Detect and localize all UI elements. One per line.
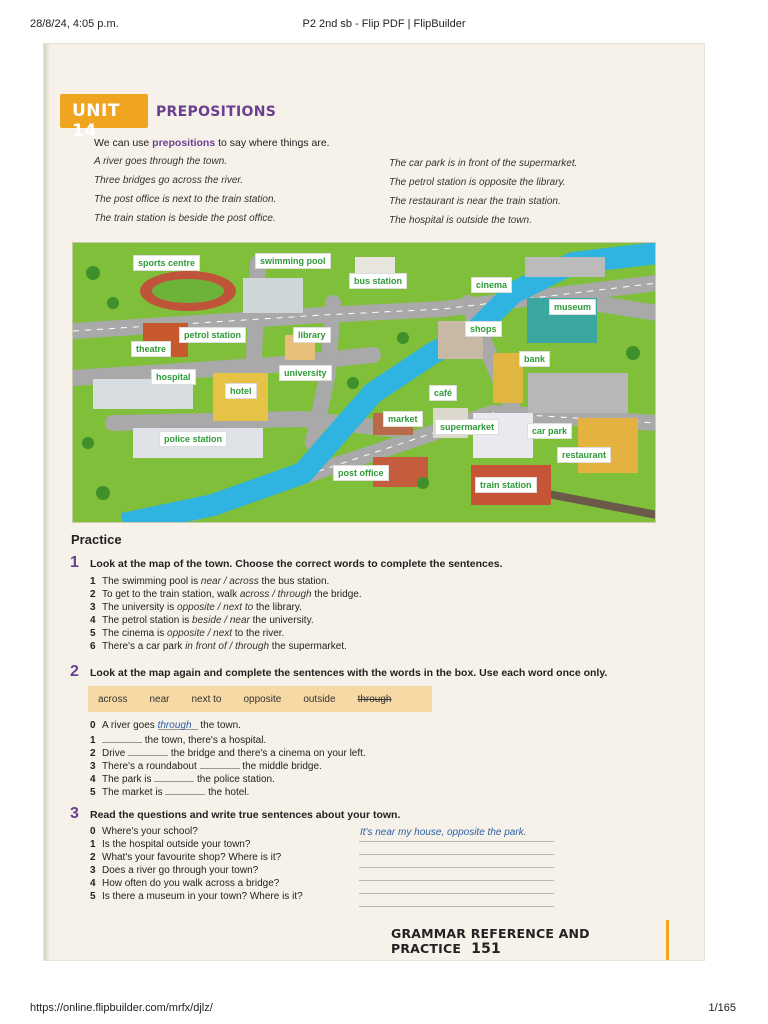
map-label-shops: shops <box>465 321 502 337</box>
example-sentence: A river goes through the town. <box>94 156 228 167</box>
map-label-police-station: police station <box>159 431 227 447</box>
map-label-post-office: post office <box>333 465 389 481</box>
intro-sentence <box>94 137 330 149</box>
footer-section-title: GRAMMAR REFERENCE AND PRACTICE <box>391 926 590 956</box>
unit-title: PREPOSITIONS <box>156 104 277 120</box>
example-sentence: The car park is in front of the supermarket. <box>389 158 578 169</box>
exercise-3-instruction: Read the questions and write true sentences about your town. <box>90 809 401 821</box>
answer-line[interactable] <box>359 893 554 894</box>
answer-line[interactable] <box>359 867 554 868</box>
exercise-1-number: 1 <box>70 554 79 571</box>
exercise-item: 1 The swimming pool is near / across the bus station. <box>90 576 330 587</box>
unit-badge <box>60 94 148 141</box>
example-sentence: Three bridges go across the river. <box>94 175 244 186</box>
intro-keyword: prepositions <box>152 137 216 149</box>
intro-end: to say where things are. <box>215 137 330 149</box>
exercise-1-instruction: Look at the map of the town. Choose the correct words to complete the sentences. <box>90 558 503 570</box>
example-sentence: The petrol station is opposite the library. <box>389 177 566 188</box>
map-label-hotel: hotel <box>225 383 257 399</box>
answer-blank[interactable] <box>200 759 240 769</box>
footer-accent-bar <box>666 920 669 960</box>
word-box-item: across <box>98 693 128 705</box>
word-box-item: outside <box>303 693 336 705</box>
exercise-1-items <box>90 576 362 654</box>
exercise-item: 6 There's a car park in front of / through the supermarket. <box>90 641 347 652</box>
exercise-item: 4 The petrol station is beside / near the university. <box>90 615 314 626</box>
print-footer <box>0 994 768 1024</box>
exercise-item: 5 The cinema is opposite / next to the river. <box>90 628 285 639</box>
page-number: 151 <box>471 941 501 957</box>
answer-blank[interactable] <box>128 746 168 756</box>
answer-blank[interactable]: through <box>158 720 198 730</box>
map-label-theatre: theatre <box>131 341 171 357</box>
map-label-cinema: cinema <box>471 277 512 293</box>
exercise-3-number: 3 <box>70 805 79 822</box>
map-label-petrol-station: petrol station <box>179 327 246 343</box>
examples-left <box>94 156 276 232</box>
map-label-library: library <box>293 327 331 343</box>
map-label-supermarket: supermarket <box>435 419 499 435</box>
map-label-restaurant: restaurant <box>557 447 611 463</box>
intro-text: We can use <box>94 137 153 149</box>
exercise-item: 2 Drive the bridge and there's a cinema on your left. <box>90 748 366 759</box>
print-datetime: 28/8/24, 4:05 p.m. <box>30 18 119 30</box>
exercise-item: 1 the town, there's a hospital. <box>90 735 267 746</box>
question-item: 3 Does a river go through your town? <box>90 865 259 876</box>
exercise-item: 4 The park is the police station. <box>90 774 275 785</box>
word-box-item: opposite <box>243 693 282 705</box>
exercise-item: 0 A river goes through the town. <box>90 720 241 731</box>
exercise-item: 5 The market is the hotel. <box>90 787 250 798</box>
page-edge-shadow <box>44 44 50 960</box>
example-sentence: The post office is next to the train station. <box>94 194 277 205</box>
answer-line[interactable] <box>359 854 554 855</box>
map-label-car-park: car park <box>527 423 572 439</box>
map-label-university: university <box>279 365 332 381</box>
question-item: 2 What's your favourite shop? Where is it? <box>90 852 282 863</box>
answer-blank[interactable] <box>154 772 194 782</box>
example-answer: It's near my house, opposite the park. <box>360 827 527 838</box>
print-url: https://online.flipbuilder.com/mrfx/djlz/ <box>30 1002 213 1014</box>
exercise-2-instruction: Look at the map again and complete the sentences with the words in the box. Use each word once only. <box>90 667 608 679</box>
question-item: 0 Where's your school? <box>90 826 198 837</box>
example-sentence: The train station is beside the post office. <box>94 213 276 224</box>
print-header <box>0 0 768 40</box>
word-box <box>88 686 432 712</box>
answer-line[interactable] <box>359 906 554 907</box>
practice-heading: Practice <box>71 532 122 547</box>
question-item: 1 Is the hospital outside your town? <box>90 839 251 850</box>
exercise-2-items <box>90 720 366 798</box>
word-box-item-used: through <box>357 693 392 705</box>
answer-line[interactable] <box>359 841 554 842</box>
answer-line[interactable] <box>359 880 554 881</box>
map-label-cafe: café <box>429 385 457 401</box>
example-sentence: The hospital is outside the town. <box>389 215 532 226</box>
map-label-bus-station: bus station <box>349 273 407 289</box>
examples-right <box>389 158 577 234</box>
question-item: 5 Is there a museum in your town? Where is it? <box>90 891 303 902</box>
exercise-item: 2 To get to the train station, walk across / through the bridge. <box>90 589 362 600</box>
town-map <box>72 242 656 523</box>
map-label-market: market <box>383 411 423 427</box>
answer-blank[interactable] <box>165 785 205 795</box>
exercise-2-number: 2 <box>70 663 79 680</box>
book-page <box>44 44 704 960</box>
map-label-swimming-pool: swimming pool <box>255 253 331 269</box>
map-label-sports-centre: sports centre <box>133 255 200 271</box>
map-label-museum: museum <box>549 299 596 315</box>
exercise-item: 3 The university is opposite / next to the library. <box>90 602 302 613</box>
example-sentence: The restaurant is near the train station. <box>389 196 561 207</box>
unit-badge-text: UNIT 14 <box>72 101 120 141</box>
word-box-item: near <box>149 693 170 705</box>
print-title: P2 2nd sb - Flip PDF | FlipBuilder <box>302 18 466 30</box>
answer-blank[interactable] <box>102 733 142 743</box>
page-footer <box>391 926 704 957</box>
map-label-bank: bank <box>519 351 550 367</box>
map-label-hospital: hospital <box>151 369 196 385</box>
map-label-train-station: train station <box>475 477 537 493</box>
word-box-item: next to <box>191 693 222 705</box>
exercise-item: 3 There's a roundabout the middle bridge. <box>90 761 322 772</box>
exercise-3-questions <box>90 826 303 904</box>
question-item: 4 How often do you walk across a bridge? <box>90 878 280 889</box>
print-page-count: 1/165 <box>708 1002 736 1014</box>
